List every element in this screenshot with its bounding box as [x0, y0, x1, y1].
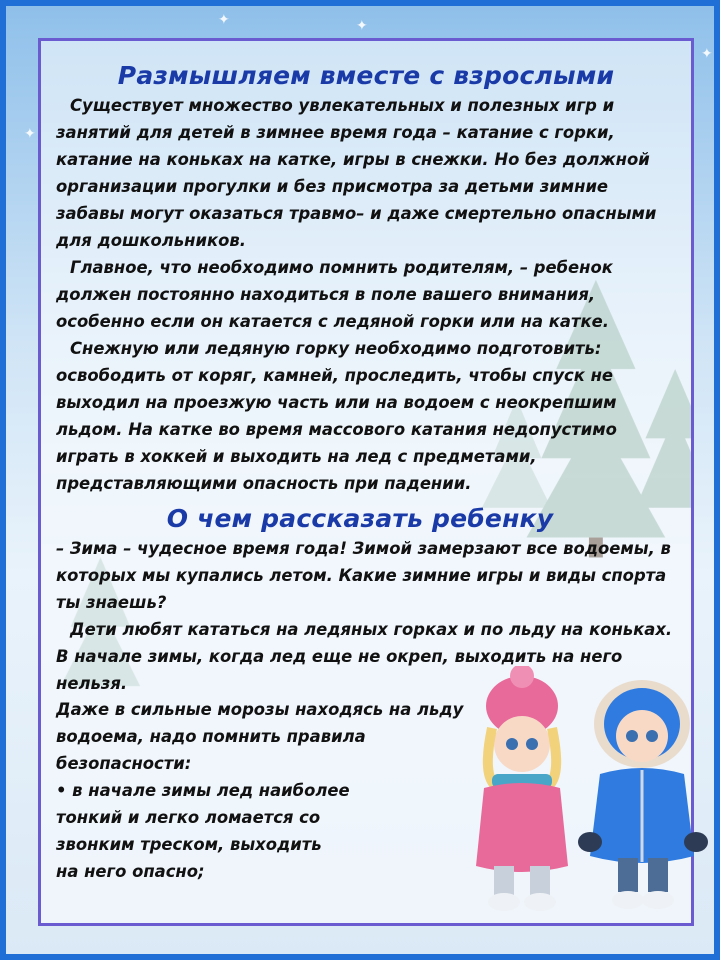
safety-line: Даже в сильные морозы находясь на льду — [56, 700, 464, 719]
children-illustration — [462, 666, 712, 926]
paragraph-5: Дети любят кататься на ледяных горках и по льду на коньках. В начале зимы, когда лед еще не окреп, выходить на него нельзя. — [56, 620, 673, 693]
paragraph-4: – Зима – чудесное время года! Зимой замерзают все водоемы, в которых мы купались летом. Какие зимние игры и виды спорта ты знаешь? — [56, 539, 671, 612]
safety-line: звонким треском, выходить — [56, 835, 322, 854]
snowflake-icon: ✦ — [218, 12, 230, 28]
safety-line: тонкий и легко ломается со — [56, 808, 321, 827]
snowflake-icon: ✦ — [356, 18, 368, 34]
snowflake-icon: ✦ — [24, 126, 36, 142]
safety-line: безопасности: — [56, 754, 192, 773]
paragraph-2: Главное, что необходимо помнить родителям, – ребенок должен постоянно находиться в поле вашего внимания, особенно если он катается с ледяной горки или на катке. — [56, 258, 613, 331]
paragraph-1: Существует множество увлекательных и полезных игр и занятий для детей в зимнее время года – катание с горки, катание на коньках на катке, игры в снежки. Но без должной организации прогулки и без присмотра за детьми зимние забавы могут оказаться травмо– и даже смертельно опасными для дошкольников. — [56, 96, 657, 250]
page-title: Размышляем вместе с взрослыми — [117, 61, 615, 90]
safety-line: • в начале зимы лед наиболее — [56, 781, 350, 800]
section-heading: О чем рассказать ребенку — [166, 504, 554, 533]
snowflake-icon: ✦ — [701, 46, 713, 62]
safety-line: на него опасно; — [56, 862, 205, 881]
safety-line: водоема, надо помнить правила — [56, 727, 366, 746]
paragraph-3: Снежную или ледяную горку необходимо подготовить: освободить от коряг, камней, проследить, чтобы спуск не выходил на проезжую часть или на водоем с неокрепшим льдом. На катке во время массового катания недопустимо играть в хоккей и выходить на лед с предметами, представляющими опасность при падении. — [56, 339, 617, 493]
